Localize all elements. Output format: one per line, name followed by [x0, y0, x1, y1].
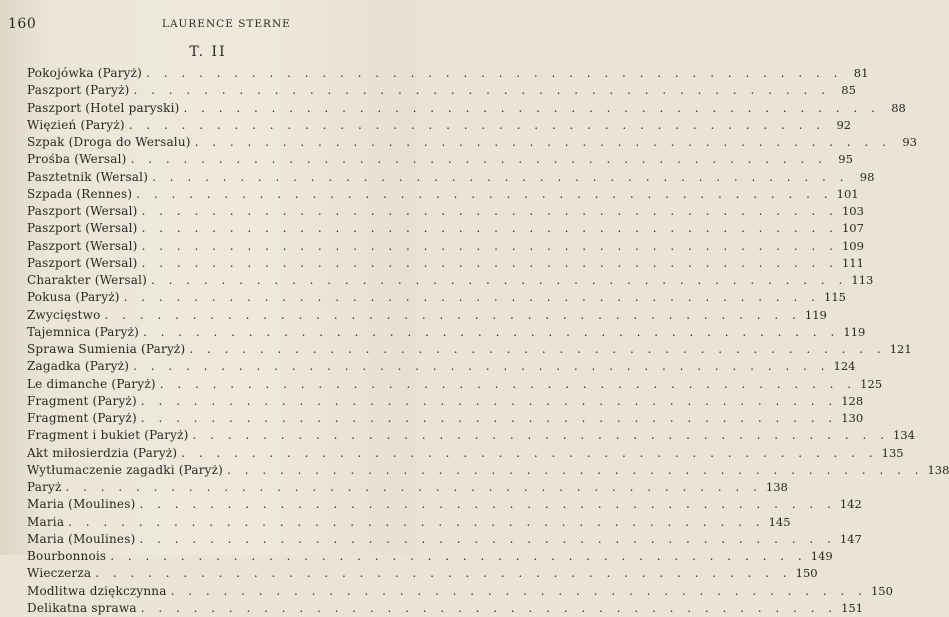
toc-entry-title: Charakter (Wersal) [27, 273, 148, 287]
toc-entry [27, 272, 874, 289]
dot-leader: . . . . . . . . . . . . . . . . . . . . . . . . . . . . . . . . . . . . . . . . [104, 307, 801, 322]
table-of-contents [27, 65, 949, 617]
toc-entry-title: Wieczerza [27, 566, 92, 581]
toc-entry-title: Zwycięstwo [27, 307, 101, 322]
toc-entry [27, 600, 864, 617]
toc-entry-page: 150 [870, 583, 893, 598]
dot-leader: . . . . . . . . . . . . . . . . . . . . . . . . . . . . . . . . . . . . . . . . [192, 428, 889, 443]
toc-entry-title: Wytłumaczenie zagadki (Paryż) [27, 462, 224, 477]
dot-leader: . . . . . . . . . . . . . . . . . . . . . . . . . . . . . . . . . . . . . . . . [133, 83, 830, 98]
toc-entry-title: Fragment i bukiet (Paryż) [27, 428, 189, 443]
toc-entry [27, 393, 864, 410]
dot-leader: . . . . . . . . . . . . . . . . . . . . . . . . . . . . . . . . . . . . . . . . [130, 152, 827, 167]
toc-entry-page: 125 [860, 376, 883, 391]
toc-entry [27, 117, 852, 134]
toc-entry [27, 410, 864, 427]
toc-entry-page: 147 [839, 531, 862, 546]
toc-entry-title: Modlitwa dziękczynna [27, 583, 167, 598]
dot-leader: . . . . . . . . . . . . . . . . . . . . . . . . . . . . . . . . . . . . . . . . [128, 117, 826, 132]
dot-leader: . . . . . . . . . . . . . . . . . . . . . . . . . . . . . . . . . . . . . . . . [140, 600, 838, 615]
toc-entry [27, 307, 827, 324]
toc-entry-page: 151 [841, 600, 864, 615]
toc-entry-title: Szpada (Rennes) [27, 186, 133, 201]
toc-entry-page: 138 [765, 480, 788, 494]
toc-entry [27, 151, 853, 168]
toc-entry-page: 101 [836, 186, 859, 201]
dot-leader: . . . . . . . . . . . . . . . . . . . . . . . . . . . . . . . . . . . . . . . . [141, 238, 838, 253]
page-number: 160 [8, 16, 37, 32]
toc-entry-page: 119 [804, 307, 827, 322]
toc-entry-page: 134 [892, 428, 915, 443]
toc-entry [27, 169, 875, 186]
toc-entry-title: Tajemnica (Paryż) [27, 324, 139, 339]
toc-entry [27, 583, 893, 600]
toc-entry [27, 203, 864, 220]
toc-entry-page: 135 [881, 445, 904, 460]
toc-entry [27, 531, 862, 548]
toc-entry-page: 150 [795, 566, 818, 581]
dot-leader: . . . . . . . . . . . . . . . . . . . . . . . . . . . . . . . . . . . . . . . . [136, 186, 833, 201]
toc-entry [27, 186, 859, 203]
toc-entry-page: 85 [841, 83, 856, 98]
toc-entry-page: 115 [824, 290, 846, 305]
toc-entry-page: 107 [841, 221, 864, 236]
toc-entry-page: 93 [902, 135, 917, 149]
dot-leader: . . . . . . . . . . . . . . . . . . . . . . . . . . . . . . . . . . . . . . . . [141, 204, 838, 218]
toc-entry [27, 134, 917, 151]
toc-entry [27, 376, 883, 393]
toc-entry [27, 496, 862, 513]
toc-entry-page: 95 [838, 152, 853, 167]
dot-leader: . . . . . . . . . . . . . . . . . . . . . . . . . . . . . . . . . . . . . . . . [159, 376, 857, 391]
toc-entry-title: Le dimanche (Paryż) [27, 376, 156, 391]
page-header [0, 16, 416, 34]
dot-leader: . . . . . . . . . . . . . . . . . . . . . . . . . . . . . . . . . . . . . . . . [140, 411, 838, 425]
toc-entry-page: 145 [768, 514, 791, 529]
toc-entry-title: Pasztetnik (Wersal) [27, 169, 149, 184]
toc-entry-title: Paszport (Wersal) [27, 221, 138, 236]
dot-leader: . . . . . . . . . . . . . . . . . . . . . . . . . . . . . . . . . . . . . . . . [110, 549, 807, 563]
toc-entry-page: 113 [851, 273, 874, 287]
toc-entry-title: Paszport (Paryż) [27, 83, 130, 98]
toc-entry [27, 358, 856, 375]
dot-leader: . . . . . . . . . . . . . . . . . . . . . . . . . . . . . . . . . . . . . . . . [152, 169, 849, 184]
toc-entry-title: Więzień (Paryż) [27, 117, 125, 132]
toc-entry [27, 220, 864, 237]
toc-entry-page: 111 [841, 255, 864, 270]
dot-leader: . . . . . . . . . . . . . . . . . . . . . . . . . . . . . . . . . . . . . . . . [170, 583, 867, 598]
toc-entry-title: Pokusa (Paryż) [27, 290, 120, 305]
dot-leader: . . . . . . . . . . . . . . . . . . . . . . . . . . . . . . . . . . . . . . . . [189, 342, 886, 356]
toc-entry [27, 427, 915, 444]
toc-entry-title: Maria [27, 514, 65, 529]
toc-entry-page: 130 [841, 411, 864, 425]
toc-entry-title: Paszport (Hotel paryski) [27, 100, 180, 115]
dot-leader: . . . . . . . . . . . . . . . . . . . . . . . . . . . . . . . . . . . . . . . . [139, 497, 836, 512]
dot-leader: . . . . . . . . . . . . . . . . . . . . . . . . . . . . . . . . . . . . . . . . [65, 480, 762, 494]
dot-leader: . . . . . . . . . . . . . . . . . . . . . . . . . . . . . . . . . . . . . . . . [95, 566, 792, 581]
toc-entry-page: 124 [833, 359, 856, 374]
dot-leader: . . . . . . . . . . . . . . . . . . . . . . . . . . . . . . . . . . . . . . . . [146, 66, 843, 80]
toc-entry [27, 255, 864, 272]
toc-entry [27, 238, 864, 255]
dot-leader: . . . . . . . . . . . . . . . . . . . . . . . . . . . . . . . . . . . . . . . . [142, 324, 840, 339]
dot-leader: . . . . . . . . . . . . . . . . . . . . . . . . . . . . . . . . . . . . . . . . [68, 514, 765, 529]
dot-leader: . . . . . . . . . . . . . . . . . . . . . . . . . . . . . . . . . . . . . . . . [183, 100, 880, 115]
toc-entry [27, 548, 833, 565]
dot-leader: . . . . . . . . . . . . . . . . . . . . . . . . . . . . . . . . . . . . . . . . [151, 273, 848, 287]
toc-entry-page: 98 [859, 169, 875, 184]
toc-entry-page: 138 [927, 462, 949, 477]
dot-leader: . . . . . . . . . . . . . . . . . . . . . . . . . . . . . . . . . . . . . . . . [139, 531, 836, 546]
toc-entry-title: Sprawa Sumienia (Paryż) [27, 342, 186, 356]
toc-entry-page: 121 [889, 342, 912, 356]
toc-entry-page: 149 [810, 549, 833, 563]
toc-entry [27, 100, 906, 117]
toc-entry-page: 103 [841, 204, 864, 218]
section-title: T. II [189, 44, 227, 60]
toc-entry [27, 341, 912, 358]
toc-entry-page: 142 [839, 497, 862, 512]
toc-entry-page: 88 [891, 100, 906, 115]
dot-leader: . . . . . . . . . . . . . . . . . . . . . . . . . . . . . . . . . . . . . . . . [141, 221, 838, 236]
dot-leader: . . . . . . . . . . . . . . . . . . . . . . . . . . . . . . . . . . . . . . . . [133, 359, 830, 374]
toc-entry-title: Szpak (Droga do Wersalu) [27, 135, 191, 149]
toc-entry-page: 128 [841, 393, 864, 408]
dot-leader: . . . . . . . . . . . . . . . . . . . . . . . . . . . . . . . . . . . . . . . . [141, 255, 838, 270]
toc-entry [27, 289, 846, 306]
toc-entry-title: Paryż [27, 480, 62, 494]
toc-entry-title: Paszport (Wersal) [27, 255, 138, 270]
toc-entry-title: Akt miłosierdzia (Paryż) [27, 445, 178, 460]
toc-entry-page: 119 [843, 324, 866, 339]
toc-entry-title: Fragment (Paryż) [27, 393, 137, 408]
toc-entry [27, 514, 791, 531]
toc-entry-title: Prośba (Wersal) [27, 152, 127, 167]
toc-entry [27, 445, 904, 462]
toc-entry-title: Fragment (Paryż) [27, 411, 137, 425]
toc-entry-page: 109 [841, 238, 864, 253]
toc-entry [27, 462, 949, 479]
toc-entry [27, 82, 856, 99]
toc-entry [27, 479, 788, 496]
dot-leader: . . . . . . . . . . . . . . . . . . . . . . . . . . . . . . . . . . . . . . . . [140, 393, 838, 408]
dot-leader: . . . . . . . . . . . . . . . . . . . . . . . . . . . . . . . . . . . . . . . . [181, 445, 878, 460]
toc-entry-title: Maria (Moulines) [27, 531, 136, 546]
toc-entry-title: Bourbonnois [27, 549, 107, 563]
toc-entry [27, 565, 818, 582]
toc-entry [27, 65, 869, 82]
dot-leader: . . . . . . . . . . . . . . . . . . . . . . . . . . . . . . . . . . . . . . . . [194, 135, 891, 149]
toc-entry-title: Paszport (Wersal) [27, 204, 138, 218]
toc-entry-page: 92 [836, 117, 852, 132]
toc-entry-title: Delikatna sprawa [27, 600, 137, 615]
toc-entry-title: Maria (Moulines) [27, 497, 136, 512]
running-head: LAURENCE STERNE [162, 18, 291, 30]
dot-leader: . . . . . . . . . . . . . . . . . . . . . . . . . . . . . . . . . . . . . . . . [123, 290, 820, 305]
toc-entry-title: Pokojówka (Paryż) [27, 66, 143, 80]
dot-leader: . . . . . . . . . . . . . . . . . . . . . . . . . . . . . . . . . . . . . . . . [227, 462, 924, 477]
toc-entry-title: Paszport (Wersal) [27, 238, 138, 253]
toc-entry [27, 324, 866, 341]
toc-entry-page: 81 [853, 66, 869, 80]
toc-entry-title: Zagadka (Paryż) [27, 359, 130, 374]
